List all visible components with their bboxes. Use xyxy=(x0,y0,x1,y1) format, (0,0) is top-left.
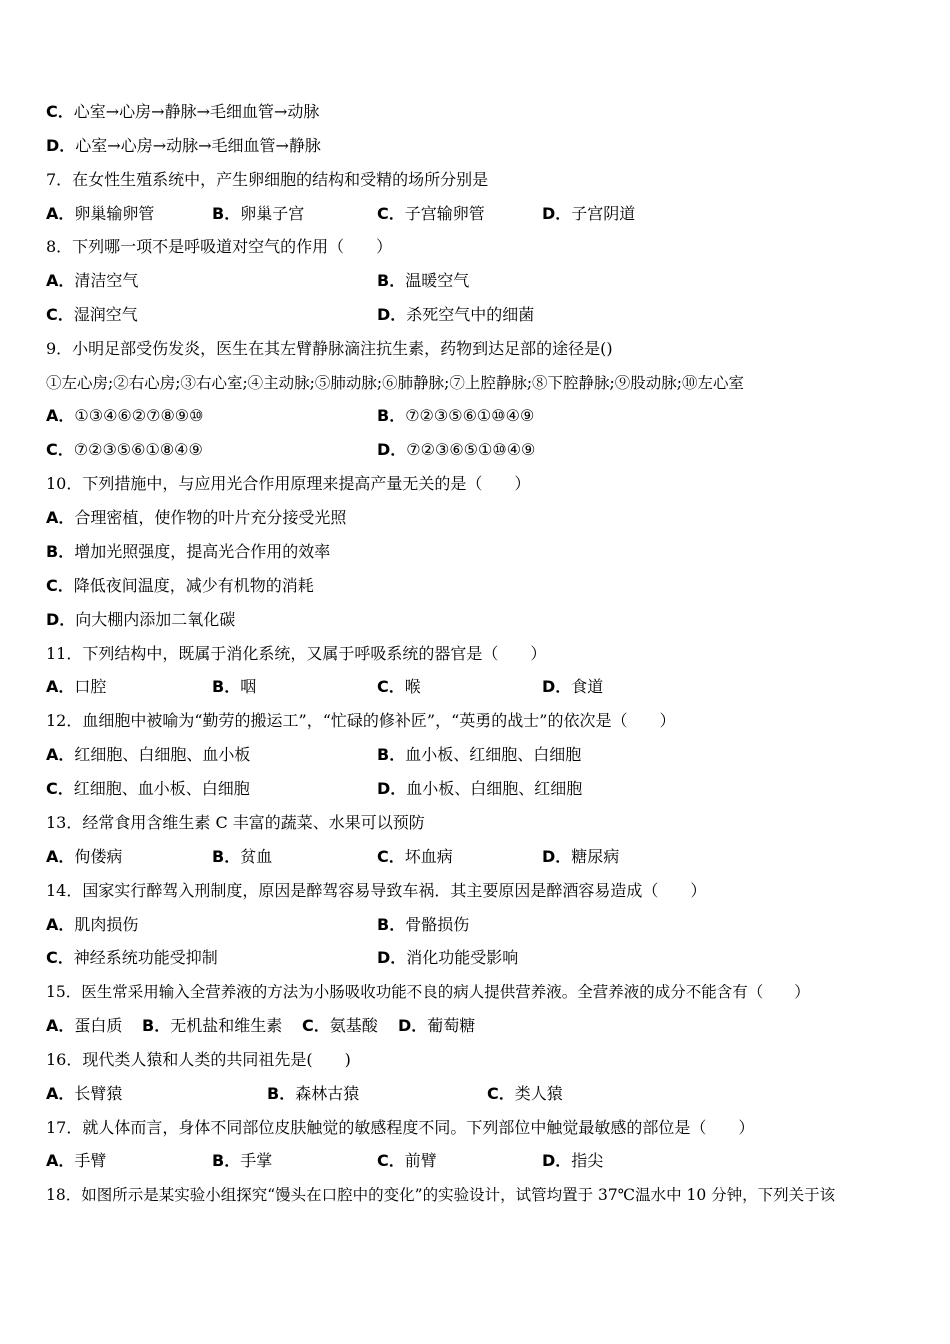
q7-option-a xyxy=(46,199,154,229)
option-text: 手臂 xyxy=(74,1151,107,1170)
option-letter: D． xyxy=(377,305,407,324)
option-letter: A． xyxy=(46,204,75,223)
option-letter: A． xyxy=(46,406,75,425)
option-text: 口腔 xyxy=(74,677,107,696)
option-letter: A． xyxy=(46,677,75,696)
q7-options xyxy=(46,199,906,229)
q9-options-row2 xyxy=(46,435,906,465)
q14-option-c xyxy=(46,943,218,973)
q12-option-a xyxy=(46,740,250,770)
option-letter: C． xyxy=(377,1151,405,1170)
option-letter: C． xyxy=(46,440,74,459)
option-letter: D． xyxy=(377,779,407,798)
q12-options-row2 xyxy=(46,774,906,804)
option-text: 心室→心房→动脉→毛细血管→静脉 xyxy=(75,136,321,155)
option-text: 杀死空气中的细菌 xyxy=(406,305,535,324)
q9-stem: 9．小明足部受伤发炎，医生在其左臂静脉滴注抗生素，药物到达足部的途径是() xyxy=(46,339,613,358)
q7-option-b xyxy=(212,199,304,229)
option-letter: B． xyxy=(142,1016,171,1035)
option-letter: C． xyxy=(487,1084,515,1103)
q15-option-c xyxy=(302,1011,378,1041)
q9-option-b xyxy=(377,401,534,431)
q16-option-c xyxy=(487,1079,563,1109)
option-text: 糖尿病 xyxy=(571,847,620,866)
q7-option-d xyxy=(542,199,635,229)
q10-option-b xyxy=(46,537,330,567)
option-letter: A． xyxy=(46,847,75,866)
option-text: 蛋白质 xyxy=(74,1016,123,1035)
q15-option-a xyxy=(46,1011,122,1041)
option-text: 合理密植，使作物的叶片充分接受光照 xyxy=(74,508,347,527)
q8-stem: 8．下列哪一项不是呼吸道对空气的作用（ ） xyxy=(46,237,393,256)
q15-stem: 15．医生常采用输入全营养液的方法为小肠吸收功能不良的病人提供营养液。全营养液的成分不能含有（ ） xyxy=(46,983,810,1001)
option-text: 子宫输卵管 xyxy=(404,204,485,223)
option-text: 红细胞、血小板、白细胞 xyxy=(73,779,250,798)
q10-stem: 10．下列措施中，与应用光合作用原理来提高产量无关的是（ ） xyxy=(46,474,531,493)
q9-option-d xyxy=(377,435,535,465)
option-text: 长臂猿 xyxy=(74,1084,123,1103)
q7-stem: 7．在女性生殖系统中，产生卵细胞的结构和受精的场所分别是 xyxy=(46,170,489,189)
q13-option-d xyxy=(542,842,619,872)
q9-options-row1 xyxy=(46,401,906,431)
q17-option-d xyxy=(542,1146,603,1176)
option-letter: C． xyxy=(377,847,405,866)
option-text: 血小板、红细胞、白细胞 xyxy=(405,745,582,764)
option-letter: D． xyxy=(542,1151,572,1170)
q7-option-c xyxy=(377,199,485,229)
q11-option-a xyxy=(46,672,106,702)
option-text: 降低夜间温度，减少有机物的消耗 xyxy=(73,576,314,595)
q8-options-row1 xyxy=(46,266,906,296)
option-text: 喉 xyxy=(404,677,421,696)
option-letter: C． xyxy=(302,1016,330,1035)
option-text: 咽 xyxy=(240,677,257,696)
option-text: 增加光照强度，提高光合作用的效率 xyxy=(74,542,331,561)
option-letter: C． xyxy=(377,677,405,696)
option-text: 食道 xyxy=(571,677,604,696)
q8-option-a xyxy=(46,266,138,296)
q17-options xyxy=(46,1146,906,1176)
option-text: 前臂 xyxy=(404,1151,437,1170)
option-letter: A． xyxy=(46,745,75,764)
option-text: 温暖空气 xyxy=(405,271,470,290)
q17-option-a xyxy=(46,1146,106,1176)
option-text: 骨骼损伤 xyxy=(405,915,470,934)
option-letter: B． xyxy=(377,406,406,425)
q13-option-a xyxy=(46,842,122,872)
option-letter: B． xyxy=(212,204,241,223)
q12-stem: 12．血细胞中被喻为“勤劳的搬运工”，“忙碌的修补匠”，“英勇的战士”的依次是（ ） xyxy=(46,711,676,730)
option-text: ①③④⑥②⑦⑧⑨⑩ xyxy=(74,406,204,425)
option-text: 贫血 xyxy=(240,847,273,866)
q6-option-d xyxy=(46,131,321,161)
option-text: 坏血病 xyxy=(404,847,453,866)
option-letter: B． xyxy=(377,745,406,764)
option-letter: C． xyxy=(46,305,74,324)
option-letter: C． xyxy=(46,102,74,121)
option-text: 血小板、白细胞、红细胞 xyxy=(406,779,583,798)
option-text: ⑦②③⑤⑥①⑩④⑨ xyxy=(405,406,535,425)
option-text: ⑦②③⑥⑤①⑩④⑨ xyxy=(406,440,536,459)
q16-stem: 16．现代类人猿和人类的共同祖先是( ) xyxy=(46,1050,351,1069)
q14-option-d xyxy=(377,943,518,973)
option-letter: D． xyxy=(46,136,76,155)
q6-option-c xyxy=(46,97,319,127)
option-text: 佝偻病 xyxy=(74,847,123,866)
option-text: 清洁空气 xyxy=(74,271,139,290)
q11-options xyxy=(46,672,906,702)
option-letter: D． xyxy=(542,204,572,223)
q17-option-b xyxy=(212,1146,272,1176)
option-text: 卵巢子宫 xyxy=(240,204,305,223)
q14-option-b xyxy=(377,910,469,940)
q11-option-c xyxy=(377,672,421,702)
option-text: 红细胞、白细胞、血小板 xyxy=(74,745,251,764)
option-text: 湿润空气 xyxy=(73,305,138,324)
q14-options-row1 xyxy=(46,910,906,940)
q11-stem: 11．下列结构中，既属于消化系统，又属于呼吸系统的器官是（ ） xyxy=(46,644,547,663)
q15-options xyxy=(46,1011,906,1041)
q8-options-row2 xyxy=(46,300,906,330)
option-letter: B． xyxy=(212,847,241,866)
option-text: 神经系统功能受抑制 xyxy=(73,948,218,967)
q10-option-a xyxy=(46,503,346,533)
option-letter: B． xyxy=(267,1084,296,1103)
q17-stem: 17．就人体而言，身体不同部位皮肤触觉的敏感程度不同。下列部位中触觉最敏感的部位是（ ） xyxy=(46,1118,755,1137)
option-letter: B． xyxy=(212,677,241,696)
option-text: 消化功能受影响 xyxy=(406,948,519,967)
option-letter: D． xyxy=(377,948,407,967)
q13-stem: 13．经常食用含维生素 C 丰富的蔬菜、水果可以预防 xyxy=(46,813,425,832)
option-letter: D． xyxy=(542,847,572,866)
option-text: 向大棚内添加二氧化碳 xyxy=(75,610,236,629)
option-text: 无机盐和维生素 xyxy=(170,1016,283,1035)
option-letter: A． xyxy=(46,508,75,527)
q18-stem: 18．如图所示是某实验小组探究“馒头在口腔中的变化”的实验设计，试管均置于 37℃温水中 10 分钟，下列关于该 xyxy=(46,1186,836,1204)
option-text: ⑦②③⑤⑥①⑧④⑨ xyxy=(73,440,203,459)
option-letter: B． xyxy=(377,271,406,290)
option-text: 肌肉损伤 xyxy=(74,915,139,934)
q12-option-b xyxy=(377,740,581,770)
option-letter: B． xyxy=(46,542,75,561)
q12-options-row1 xyxy=(46,740,906,770)
option-text: 子宫阴道 xyxy=(571,204,636,223)
q17-option-c xyxy=(377,1146,437,1176)
option-letter: C． xyxy=(46,948,74,967)
option-text: 氨基酸 xyxy=(329,1016,378,1035)
option-letter: A． xyxy=(46,1084,75,1103)
q13-option-b xyxy=(212,842,272,872)
option-letter: D． xyxy=(398,1016,428,1035)
option-letter: A． xyxy=(46,915,75,934)
option-letter: C． xyxy=(46,576,74,595)
q16-option-b xyxy=(267,1079,359,1109)
option-text: 手掌 xyxy=(240,1151,273,1170)
option-letter: A． xyxy=(46,1016,75,1035)
q10-option-d xyxy=(46,605,235,635)
option-text: 森林古猿 xyxy=(295,1084,360,1103)
option-letter: B． xyxy=(212,1151,241,1170)
q9-option-a xyxy=(46,401,203,431)
q8-option-b xyxy=(377,266,469,296)
option-letter: A． xyxy=(46,271,75,290)
q13-options xyxy=(46,842,906,872)
q14-options-row2 xyxy=(46,943,906,973)
option-letter: B． xyxy=(377,915,406,934)
option-letter: D． xyxy=(377,440,407,459)
q11-option-d xyxy=(542,672,603,702)
q12-option-c xyxy=(46,774,250,804)
option-text: 心室→心房→静脉→毛细血管→动脉 xyxy=(73,102,320,121)
q8-option-d xyxy=(377,300,534,330)
q9-option-c xyxy=(46,435,203,465)
q8-option-c xyxy=(46,300,138,330)
q11-option-b xyxy=(212,672,256,702)
option-text: 类人猿 xyxy=(514,1084,563,1103)
q9-list: ①左心房;②右心房;③右心室;④主动脉;⑤肺动脉;⑥肺静脉;⑦上腔静脉;⑧下腔静脉;⑨股动脉;⑩左心室 xyxy=(46,374,745,392)
q15-option-b xyxy=(142,1011,282,1041)
q16-options xyxy=(46,1079,906,1109)
q16-option-a xyxy=(46,1079,122,1109)
option-letter: C． xyxy=(46,779,74,798)
q12-option-d xyxy=(377,774,582,804)
option-letter: D． xyxy=(46,610,76,629)
option-letter: D． xyxy=(542,677,572,696)
q10-option-c xyxy=(46,571,314,601)
option-letter: A． xyxy=(46,1151,75,1170)
option-text: 指尖 xyxy=(571,1151,604,1170)
option-letter: C． xyxy=(377,204,405,223)
q13-option-c xyxy=(377,842,453,872)
option-text: 葡萄糖 xyxy=(427,1016,476,1035)
q14-stem: 14．国家实行醉驾入刑制度，原因是醉驾容易导致车祸．其主要原因是醉酒容易造成（ ） xyxy=(46,881,707,900)
q14-option-a xyxy=(46,910,138,940)
q15-option-d xyxy=(398,1011,475,1041)
option-text: 卵巢输卵管 xyxy=(74,204,155,223)
